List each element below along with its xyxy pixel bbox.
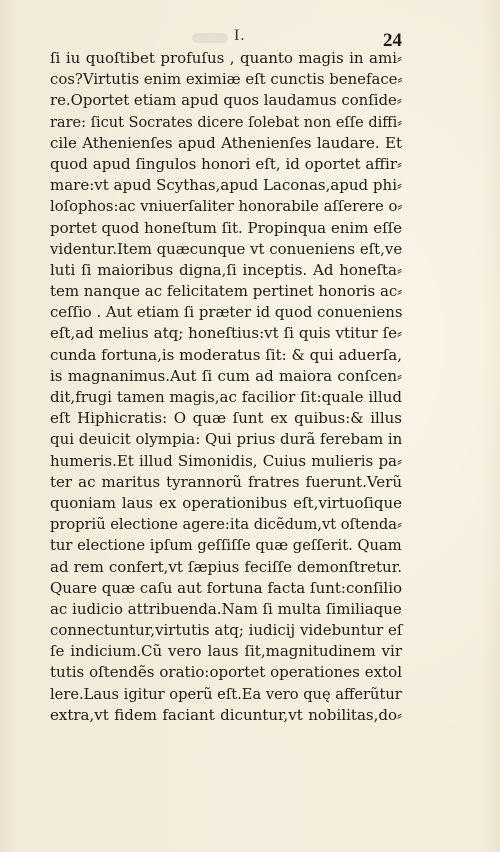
text-line: connectuntur,virtutis atq; iudicij videbuntur eſ	[50, 621, 403, 640]
text-line: cile Athenienſes apud Athenienſes laudare. Et	[50, 133, 402, 152]
text-line: ad rem confert,vt ſæpius feciſſe demonſtretur.	[50, 557, 402, 576]
body-text	[50, 48, 402, 726]
text-line: luti ſi maioribus digna,ſi inceptis. Ad honeſta⸗	[50, 260, 402, 279]
text-line: ſi iu quoſtibet profuſus , quanto magis in ami⸗	[50, 49, 402, 67]
text-line: tur electione ipſum geſſiſſe quæ geſſerit. Quam	[50, 536, 402, 555]
text-line: propriũ electione agere:ita dicẽdum,vt oſtenda⸗	[50, 515, 402, 534]
text-line: portet quod honeſtum ſit. Propinqua enim eſſe	[50, 218, 403, 237]
text-line: videntur.Item quæcunque vt conueniens eſt,ve	[50, 239, 403, 258]
text-line: lere.Laus igitur operũ eſt.Ea vero quę afferũtur	[50, 684, 402, 703]
text-line: eſt,ad melius atq; honeſtius:vt ſi quis vtitur ſe⸗	[50, 324, 402, 343]
text-line: qui deuicit olympia: Qui prius durã ferebam in	[50, 430, 403, 449]
text-line: humeris.Et illud Simonidis, Cuius mulieris pa⸗	[50, 451, 402, 470]
text-line: Quare quæ caſu aut fortuna facta ſunt:conſilio	[50, 578, 403, 597]
text-line: extra,vt fidem faciant dicuntur,vt nobilitas,do⸗	[50, 705, 402, 724]
text-line: ter ac maritus tyrannorũ fratres fuerunt.Verũ	[50, 472, 402, 491]
text-line: cunda fortuna,is moderatus ſit: & qui aduerſa,	[50, 345, 402, 364]
text-line: rare: ſicut Socrates dicere ſolebat non eſſe diffi⸗	[50, 112, 403, 131]
text-line: dit,frugi tamen magis,ac facilior ſit:quale illud	[50, 388, 402, 406]
text-line: ac iudicio attribuenda.Nam ſi multa ſimiliaque	[50, 599, 402, 618]
text-line: re.Oportet etiam apud quos laudamus conſide⸗	[50, 91, 402, 110]
signature-mark: I.	[234, 27, 246, 44]
text-line: quod apud ſingulos honori eſt, id oportet affir⸗	[50, 154, 402, 173]
ink-smudge	[192, 33, 228, 43]
text-line: loſophos:ac vniuerſaliter honorabile aſſerere o⸗	[50, 197, 403, 216]
text-line: eſt Hiphicratis: O quæ ſunt ex quibus:& illus	[50, 409, 402, 428]
text-line: cos?Virtutis enim eximiæ eſt cunctis beneface⸗	[50, 70, 403, 89]
text-line: ceſſio . Aut etiam ſi præter id quod conueniens	[50, 303, 403, 322]
text-line: quoniam laus ex operationibus eſt,virtuoſique	[50, 493, 402, 512]
text-line: ſe indicium.Cũ vero laus ſit,magnitudinem vir	[50, 642, 402, 661]
text-line: is magnanimus.Aut ſi cum ad maiora conſcen⸗	[50, 366, 402, 385]
text-line: mare:vt apud Scythas,apud Laconas,apud phi⸗	[50, 176, 402, 195]
page-number: 24	[383, 30, 402, 51]
text-line: tutis oſtendẽs oratio:oportet operationes extol	[50, 663, 402, 682]
text-line: tem nanque ac felicitatem pertinet honoris ac⸗	[50, 282, 403, 301]
